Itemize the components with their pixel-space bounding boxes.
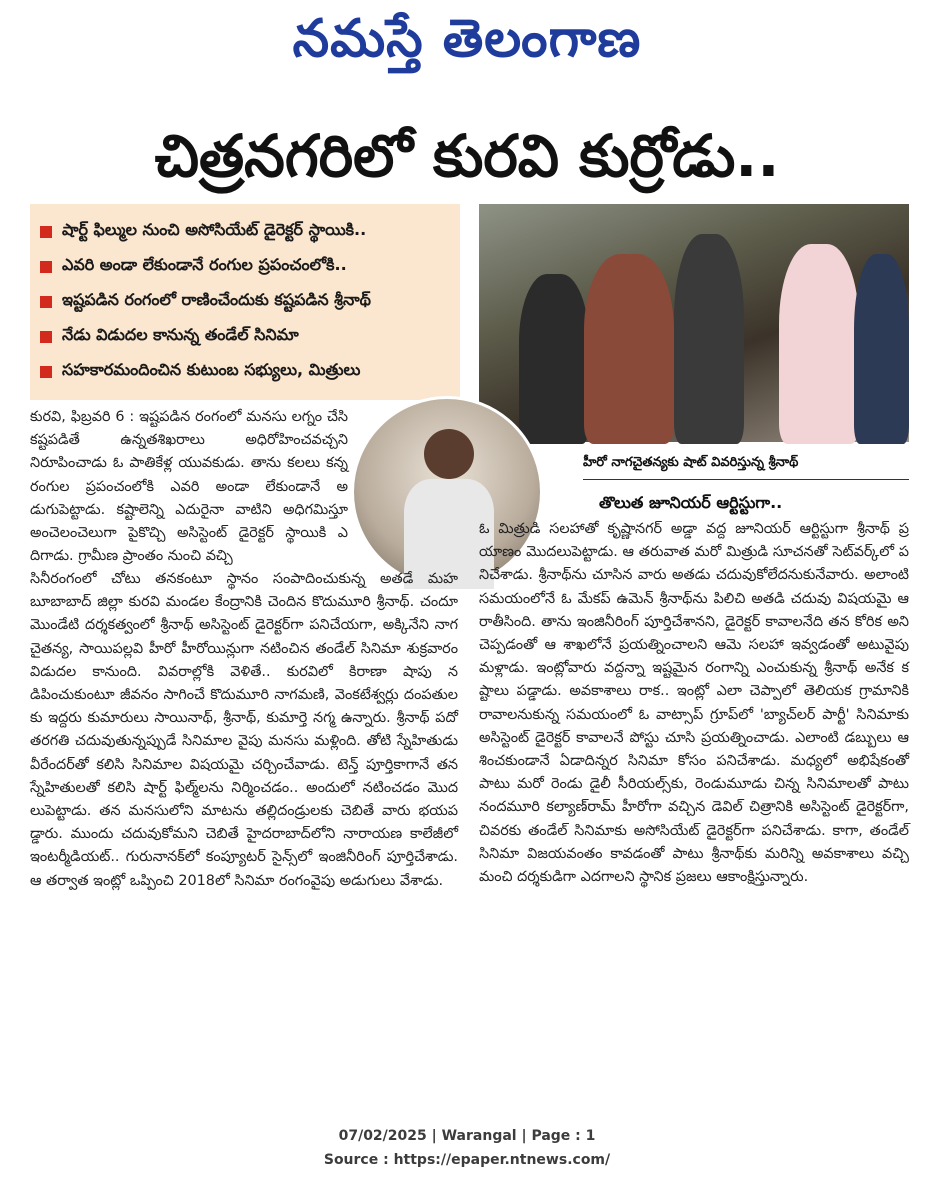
bullet-square-icon [40, 366, 52, 378]
article-subheading: తొలుత జూనియర్ ఆర్టిస్టుగా.. [599, 493, 783, 512]
masthead-logo: నమస్తే తెలంగాణ [292, 9, 642, 69]
bullet-square-icon [40, 296, 52, 308]
bullet-square-icon [40, 261, 52, 273]
highlight-item: సహకారమందించిన కుటుంబ సభ్యులు, మిత్రులు [40, 354, 450, 389]
highlight-item: షార్ట్ ఫిల్ముల నుంచి అసోసియేట్ డైరెక్టర్ స్థాయికి.. [40, 214, 450, 249]
film-set-photo [479, 204, 909, 442]
highlight-item: నేడు విడుదల కానున్న తండేల్ సినిమా [40, 319, 450, 354]
article-column-left-top: కురవి, ఫిబ్రవరి 6 : ఇష్టపడిన రంగంలో మనసు లగ్నం చేసి కష్టపడితే ఉన్నతశిఖరాలు అధిరోహించవచ్చని నిరూపించాడు ఓ పాతికేళ్ల యువకుడు. తాను కలలు కన్న రంగుల ప్రపంచంలోకి ఎవరి అండా లేకుండానే అడుగుపెట్టాడు. కష్టాలెన్ని ఎదురైనా వాటిని అధిగమిస్తూ అంచెలంచెలుగా పైకొచ్చి అసిస్టెంట్ డైరెక్టర్ స్థాయికి ఎదిగాడు. గ్రామీణ ప్రాంతం నుంచి వచ్చి [30, 409, 348, 565]
source-link[interactable]: Source : https://epaper.ntnews.com/ [323, 1152, 611, 1168]
headline: చిత్రనగరిలో కురవి కుర్రోడు.. [154, 122, 780, 190]
bullet-square-icon [40, 331, 52, 343]
photo-caption: హీరో నాగచైతన్యకు షాట్ వివరిస్తున్న శ్రీనాథ్ [583, 447, 909, 480]
article-column-left: సినీరంగంలో చోటు తనకంటూ స్థానం సంపాదించుకున్న అతడే మహబూబాబాద్ జిల్లా కురవి మండల కేంద్రానికి చెందిన కొదుమూరి శ్రీనాథ్. చందూ మొండేటి దర్శకత్వంలో శ్రీనాథ్ అసిస్టెంట్ డైరెక్టర్‌గా పనిచేయగా, అక్కినేని నాగచైతన్య, సాయిపల్లవి హీరో హీరోయిన్లుగా నటించిన తండేల్ సినిమా శుక్రవారం విడుదల కానుంది. వివరాల్లోకి వెళితే.. కురవిలో కిరాణా షాపు నడిపించుకుంటూ జీవనం సాగించే కొదుమూరి నాగమణి, వెంకటేశ్వర్లు దంపతులకు ఇద్దరు కుమారులు సాయినాథ్, శ్రీనాథ్, కుమార్తె నగ్మ ఉన్నారు. శ్రీనాథ్ పదో తరగతి చదువుతున్నప్పుడే సినిమాల వైపు మనసు మళ్లింది. తోటి స్నేహితుడు వీరేందర్‌తో కలిసి సినిమాల విషయమై చర్చించేవాడు. టెన్త్ పూర్తికాగానే తన స్నేహితులతో కలిసి షార్ట్ ఫిల్మ్‌లను నిర్మించడం.. అందులో నటించడం మొదలుపెట్టాడు. తన మనసులోని మాటను తల్లిదండ్రులకు చెబితే వారు భయపడ్డారు. ముందు చదువుకోమని చెబితే హైదరాబాద్‌లోని నారాయణ కాలేజీలో ఇంటర్మీడియట్.. గురునానక్‌లో కంప్యూటర్ సైన్స్‌లో ఇంజినీరింగ్ పూర్తిచేశాడు. ఆ తర్వాత ఇంట్లో ఒప్పించి 2018లో సినిమా రంగంవైపు అడుగులు వేశాడు. [30, 571, 458, 889]
highlights-box [30, 204, 460, 400]
article-column-right: ఓ మిత్రుడి సలహాతో కృష్ణానగర్ అడ్డా వద్ద జూనియర్ ఆర్టిస్టుగా శ్రీనాథ్ ప్రయాణం మొదలుపెట్టాడు. ఆ తరువాత మరో మిత్రుడి సూచనతో సెట్‌వర్క్‌లో పనిచేశాడు. శ్రీనాథ్‌ను చూసిన వారు అతడు చదువుకోలేదనుకునేవారు. అలాంటి సమయంలోనే ఓ మేకప్ ఉమెన్ శ్రీనాథ్‌ను పిలిచి అతడి చదువు విషయమై ఆరాతీసింది. తాను ఇంజినీరింగ్ పూర్తిచేశానని, డైరెక్టర్ కావాలనేది తన కోరిక అని చెప్పడంతో ఆ శాఖలోనే ప్రయత్నించాలని ఆమె సలహా ఇవ్వడంతో అటువైపు మళ్లాడు. ఇంట్లోవారు వద్దన్నా ఇష్టమైన రంగాన్ని ఎంచుకున్న శ్రీనాథ్ అనేక కష్టాలు పడ్డాడు. అవకాశాలు రాక.. ఇంట్లో ఎలా చెప్పాలో తెలియక గ్రామానికి రావాలనుకున్న సమయంలో ఓ వాట్సాప్ గ్రూప్‌లో 'బ్యాచ్‌లర్ పార్టీ' సినిమాకు అసిస్టెంట్ డైరెక్టర్ కావాలనే పోస్టు చూసి ప్రయత్నించాడు. ఎలాంటి డబ్బులు ఆశించకుండానే ఏడాదిన్నర సినిమా కోసం పనిచేశాడు. మధ్యలో అభిషేకంతో పాటు మరో రెండు డైలీ సీరియల్స్‌కు, రెండుమూడు చిన్న సినిమాలతో పాటు నందమూరి కల్యాణ్‌రామ్ హీరోగా వచ్చిన డెవిల్ చిత్రానికి అసిస్టెంట్ డైరెక్టర్‌గా, చివరకు తండేల్ సినిమాకు అసోసియేట్ డైరెక్టర్‌గా పనిచేశాడు. కాగా, తండేల్ సినిమా విజయవంతం కావడంతో పాటు శ్రీనాథ్‌కు మరిన్ని అవకాశాలు వచ్చి మంచి దర్శకుడిగా ఎదగాలని స్థానిక ప్రజలు ఆకాంక్షిస్తున్నారు. [479, 521, 909, 886]
highlight-item: ఇష్టపడిన రంగంలో రాణించేందుకు కష్టపడిన శ్రీనాథ్ [40, 284, 450, 319]
highlight-item: ఎవరి అండా లేకుండానే రంగుల ప్రపంచంలోకి.. [40, 249, 450, 284]
edition-dateline: 07/02/2025 | Warangal | Page : 1 [338, 1128, 596, 1144]
bullet-square-icon [40, 226, 52, 238]
